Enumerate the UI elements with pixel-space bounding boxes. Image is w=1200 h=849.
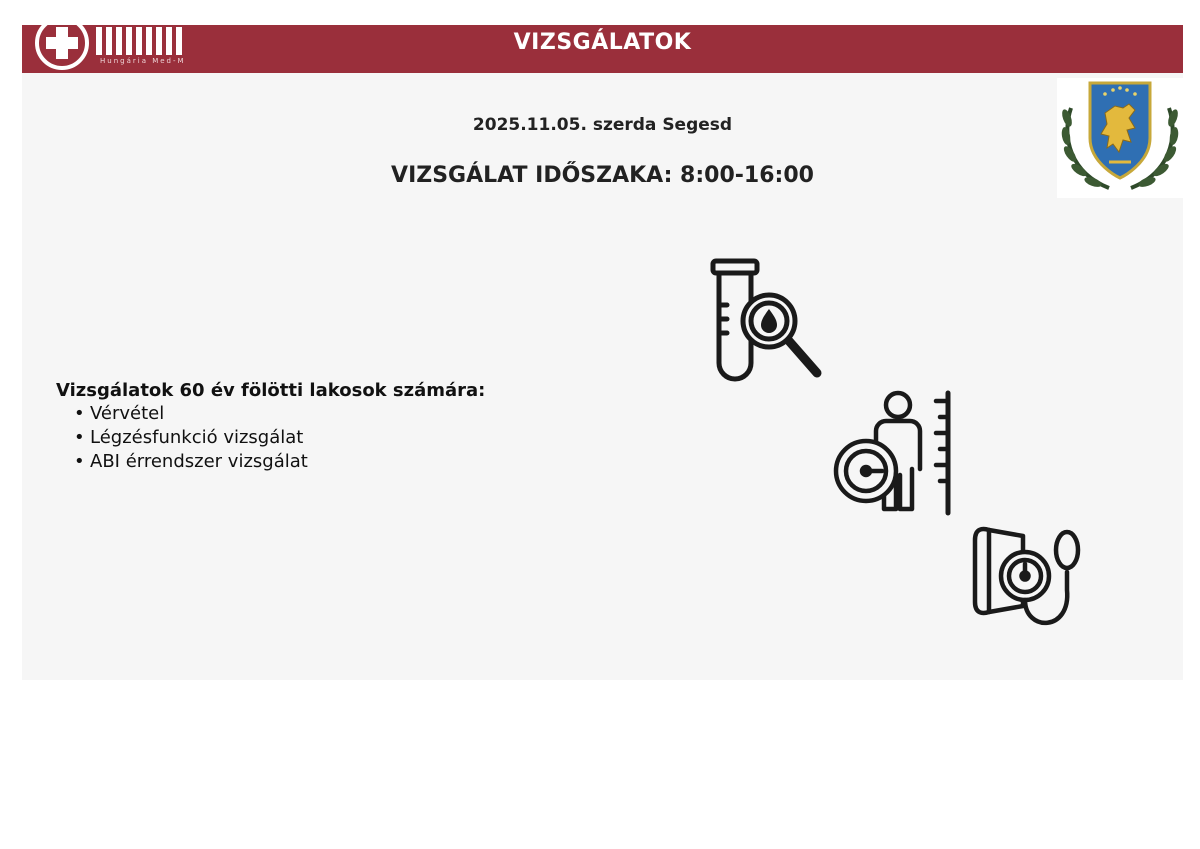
date-location-line: 2025.11.05. szerda Segesd (472, 115, 733, 135)
list-item: • Vérvétel (74, 402, 485, 426)
exams-section (56, 380, 485, 474)
header-banner (22, 25, 1183, 73)
slide (22, 25, 1183, 680)
blood-test-tube-magnifier-icon (705, 255, 830, 385)
exams-heading: Vizsgálatok 60 év fölötti lakosok számára: (56, 380, 486, 401)
body-measurement-icon (832, 387, 957, 517)
list-item: • ABI érrendszer vizsgálat (74, 450, 485, 474)
list-item: • Légzésfunkció vizsgálat (74, 426, 485, 450)
blood-pressure-monitor-icon (967, 520, 1087, 638)
exam-period-line: VIZSGÁLAT IDŐSZAKA: 8:00-16:00 (391, 163, 814, 188)
exams-list (56, 402, 485, 474)
logo-tagline: Hungária Med-M (100, 57, 186, 65)
page-title: VIZSGÁLATOK (513, 30, 692, 55)
